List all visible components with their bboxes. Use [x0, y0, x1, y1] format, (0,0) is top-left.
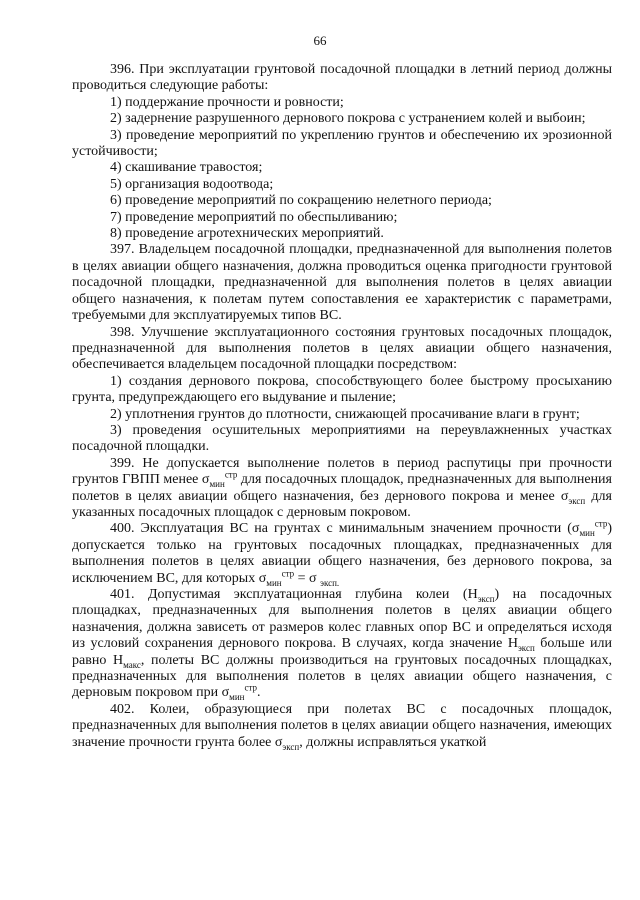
paragraph	[72, 325, 612, 374]
list-item	[72, 193, 612, 209]
subscript: мин	[266, 577, 282, 588]
text-segment: , должны исправляться укаткой	[299, 734, 487, 750]
text-segment: 5) организация водоотвода;	[110, 176, 274, 192]
document-body	[72, 62, 612, 751]
text-segment: 8) проведение агротехнических мероприятий.	[110, 226, 384, 242]
text-segment: 1) поддержание прочности и ровности;	[110, 94, 344, 110]
subscript: мин	[209, 478, 225, 489]
text-segment: 401. Допустимая эксплуатационная глубина колеи (H	[110, 587, 478, 602]
subscript: эксп	[282, 741, 300, 752]
subscript: эксп.	[320, 577, 340, 588]
text-segment: 400. Эксплуатация ВС на грунтах с минимальным значением прочности (σ	[110, 521, 580, 537]
text-segment: для посадочных площадок, предназначенных для выполнения полетов в целях авиации общего назначения, без дернового покрова и менее σ	[72, 472, 612, 504]
text-segment: 402. Колеи, образующиеся при полетах ВС с посадочных площадок, предназначенных для выполнения полетов в целях авиации общего назначения, имеющих значение прочности грунта более σ	[72, 701, 612, 750]
text-segment: 399. Не допускается выполнение полетов в период распутицы при прочности грунтов ГВПП менее σ	[72, 455, 612, 488]
subscript: мин	[579, 528, 595, 539]
text-segment: ) допускается только на грунтовых посадочных площадках, предназначенных для выполнения полетов в целях авиации общего назначения, без дернового покрова, за исключением ВС, для которых σ	[72, 521, 612, 586]
page-number: 66	[313, 33, 327, 48]
text-segment: 2) задернение разрушенного дернового покрова с устранением колей и выбоин;	[110, 111, 586, 127]
superscript: стр	[594, 518, 608, 529]
superscript: стр	[224, 469, 238, 480]
list-item	[72, 95, 612, 111]
text-segment: .	[257, 685, 261, 701]
list-item	[72, 128, 612, 161]
superscript: стр	[244, 682, 258, 693]
list-item	[72, 407, 612, 423]
subscript: эксп	[517, 643, 535, 654]
list-item	[72, 111, 612, 127]
list-item	[72, 160, 612, 176]
text-segment: 396. При эксплуатации грунтовой посадочной площадки в летний период должны проводиться следующие работы:	[72, 62, 612, 94]
text-segment: для указанных посадочных площадок с дерновым покровом.	[72, 488, 612, 520]
subscript: эксп	[477, 593, 495, 604]
list-item	[72, 226, 612, 242]
text-segment: ) на посадочных площадках, предназначенных для выполнения полетов в целях авиации общего назначения, должна зависеть от размеров колес главных опор ВС и определяться исходя из условий сохранения дернового покрова. В случаях, когда значение H	[72, 587, 612, 652]
paragraph	[72, 62, 612, 95]
text-segment: 397. Владельцем посадочной площадки, предназначенной для выполнения полетов в целях авиации общего назначения, должна проводиться оценка пригодности грунтовой посадочной площадки, предназначенной для выполнения полетов в целях авиации общего назначения, к полетам путем сопоставления ее характеристик с параметрами, требуемыми для эксплуатируемых типов ВС.	[72, 242, 612, 324]
paragraph	[72, 456, 612, 522]
list-item	[72, 423, 612, 456]
superscript: стр	[281, 567, 295, 578]
paragraph	[72, 242, 612, 324]
paragraph	[72, 587, 612, 702]
text-segment: 398. Улучшение эксплуатационного состояния грунтовых посадочных площадок, предназначенной для выполнения полетов в целях авиации общего назначения, обеспечивается владельцем посадочной площадки посредством:	[72, 324, 612, 373]
text-segment: 1) создания дернового покрова, способствующего более быстрому просыханию грунта, предупреждающего его выдувание и пыление;	[72, 373, 612, 406]
text-segment: больше или равно H	[72, 636, 612, 668]
subscript: мин	[229, 692, 245, 703]
text-segment: , полеты ВС должны производиться на грунтовых посадочных площадках, предназначенных для выполнения полетов в целях авиации общего назначения, с дерновым покровом при σ	[72, 652, 612, 701]
text-segment: 7) проведение мероприятий по обеспыливанию;	[110, 209, 398, 225]
subscript: эксп	[568, 495, 586, 506]
text-segment: 6) проведение мероприятий по сокращению нелетного периода;	[110, 193, 492, 209]
list-item	[72, 210, 612, 226]
subscript: макс	[123, 659, 141, 670]
list-item	[72, 374, 612, 407]
list-item	[72, 177, 612, 193]
text-segment: 3) проведение мероприятий по укреплению грунтов и обеспечению их эрозионной устойчивости;	[72, 127, 612, 160]
text-segment: = σ	[294, 570, 321, 586]
paragraph	[72, 702, 612, 751]
text-segment: 3) проведения осушительных мероприятиями на переувлажненных участках посадочной площадки.	[72, 422, 612, 455]
paragraph	[72, 518, 612, 588]
text-segment: 2) уплотнения грунтов до плотности, снижающей просачивание влаги в грунт;	[110, 406, 580, 422]
text-segment: 4) скашивание травостоя;	[110, 160, 263, 176]
